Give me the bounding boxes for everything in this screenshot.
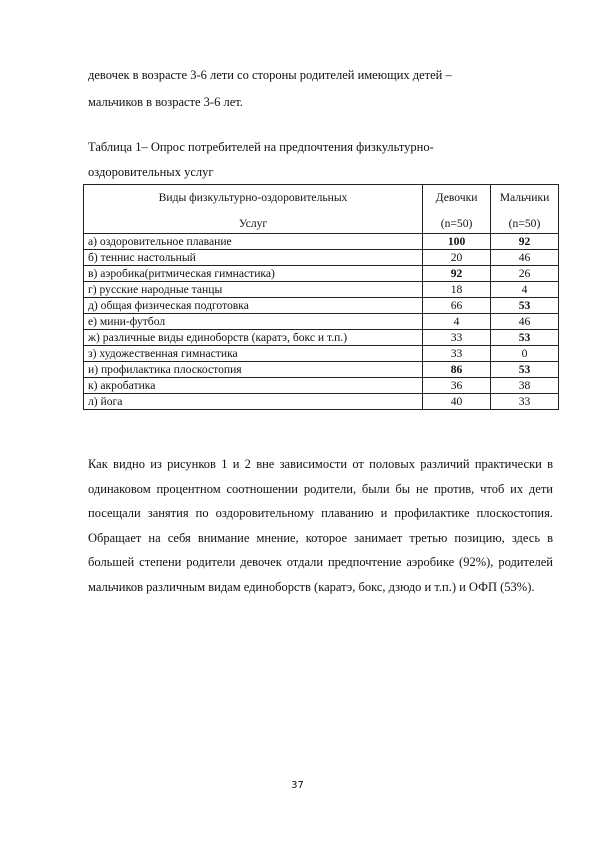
boys-value: 4 — [491, 282, 559, 298]
survey-table — [83, 184, 559, 410]
table-row — [84, 250, 559, 266]
girls-value: 36 — [423, 378, 491, 394]
table-row — [84, 282, 559, 298]
girls-value: 40 — [423, 394, 491, 410]
girls-value: 4 — [423, 314, 491, 330]
girls-value: 33 — [423, 346, 491, 362]
header-girls — [423, 185, 491, 234]
boys-value: 53 — [491, 298, 559, 314]
row-label: а) оздоровительное плавание — [84, 234, 423, 250]
table-row — [84, 234, 559, 250]
row-label: к) акробатика — [84, 378, 423, 394]
girls-value: 100 — [423, 234, 491, 250]
table-row — [84, 330, 559, 346]
table-caption — [88, 135, 558, 185]
boys-value: 53 — [491, 362, 559, 378]
table-row — [84, 266, 559, 282]
intro-line-1: девочек в возрасте 3-6 лети со стороны родителей имеющих детей – — [88, 68, 452, 82]
page-number: 37 — [291, 780, 304, 791]
boys-value: 33 — [491, 394, 559, 410]
row-label: д) общая физическая подготовка — [84, 298, 423, 314]
header-boys — [491, 185, 559, 234]
girls-value: 20 — [423, 250, 491, 266]
girls-value: 86 — [423, 362, 491, 378]
row-label: ж) различные виды единоборств (каратэ, бокс и т.п.) — [84, 330, 423, 346]
intro-text — [88, 62, 558, 116]
boys-value: 46 — [491, 314, 559, 330]
table-header-row — [84, 185, 559, 234]
body-text — [88, 452, 553, 599]
header-boys-line-2: (n=50) — [508, 217, 541, 230]
caption-line-2: оздоровительных услуг — [88, 165, 214, 179]
table-row — [84, 314, 559, 330]
table-row — [84, 298, 559, 314]
header-services — [84, 185, 423, 234]
caption-line-1: Таблица 1– Опрос потребителей на предпочтения физкультурно- — [88, 140, 434, 154]
row-label: л) йога — [84, 394, 423, 410]
boys-value: 0 — [491, 346, 559, 362]
girls-value: 92 — [423, 266, 491, 282]
table-row — [84, 362, 559, 378]
boys-value: 53 — [491, 330, 559, 346]
table-row — [84, 394, 559, 410]
girls-value: 33 — [423, 330, 491, 346]
girls-value: 18 — [423, 282, 491, 298]
row-label: в) аэробика(ритмическая гимнастика) — [84, 266, 423, 282]
row-label: з) художественная гимнастика — [84, 346, 423, 362]
table-row — [84, 378, 559, 394]
table-row — [84, 346, 559, 362]
boys-value: 46 — [491, 250, 559, 266]
header-services-line-1: Виды физкультурно-оздоровительных — [158, 191, 348, 204]
row-label: б) теннис настольный — [84, 250, 423, 266]
header-services-line-2: Услуг — [238, 217, 268, 230]
row-label: и) профилактика плоскостопия — [84, 362, 423, 378]
header-boys-line-1: Мальчики — [499, 191, 550, 204]
body-paragraph: Как видно из рисунков 1 и 2 вне зависимости от половых различий практически в одинаковом процентном соотношении родители, были бы не против, чтоб их дети посещали занятия по оздоровительному плаванию и профилактике плоскостопия. Обращает на себя внимание мнение, которое занимает третью позицию, здесь в большей степени родители девочек отдали предпочтение аэробике (92%), родителей мальчиков различным видам единоборств (каратэ, бокс, дзюдо и т.п.) и ОФП (53%). — [88, 457, 553, 594]
boys-value: 38 — [491, 378, 559, 394]
header-girls-line-2: (n=50) — [440, 217, 473, 230]
boys-value: 92 — [491, 234, 559, 250]
intro-line-2: мальчиков в возрасте 3-6 лет. — [88, 95, 243, 109]
boys-value: 26 — [491, 266, 559, 282]
row-label: е) мини-футбол — [84, 314, 423, 330]
girls-value: 66 — [423, 298, 491, 314]
header-girls-line-1: Девочки — [435, 191, 478, 204]
row-label: г) русские народные танцы — [84, 282, 423, 298]
